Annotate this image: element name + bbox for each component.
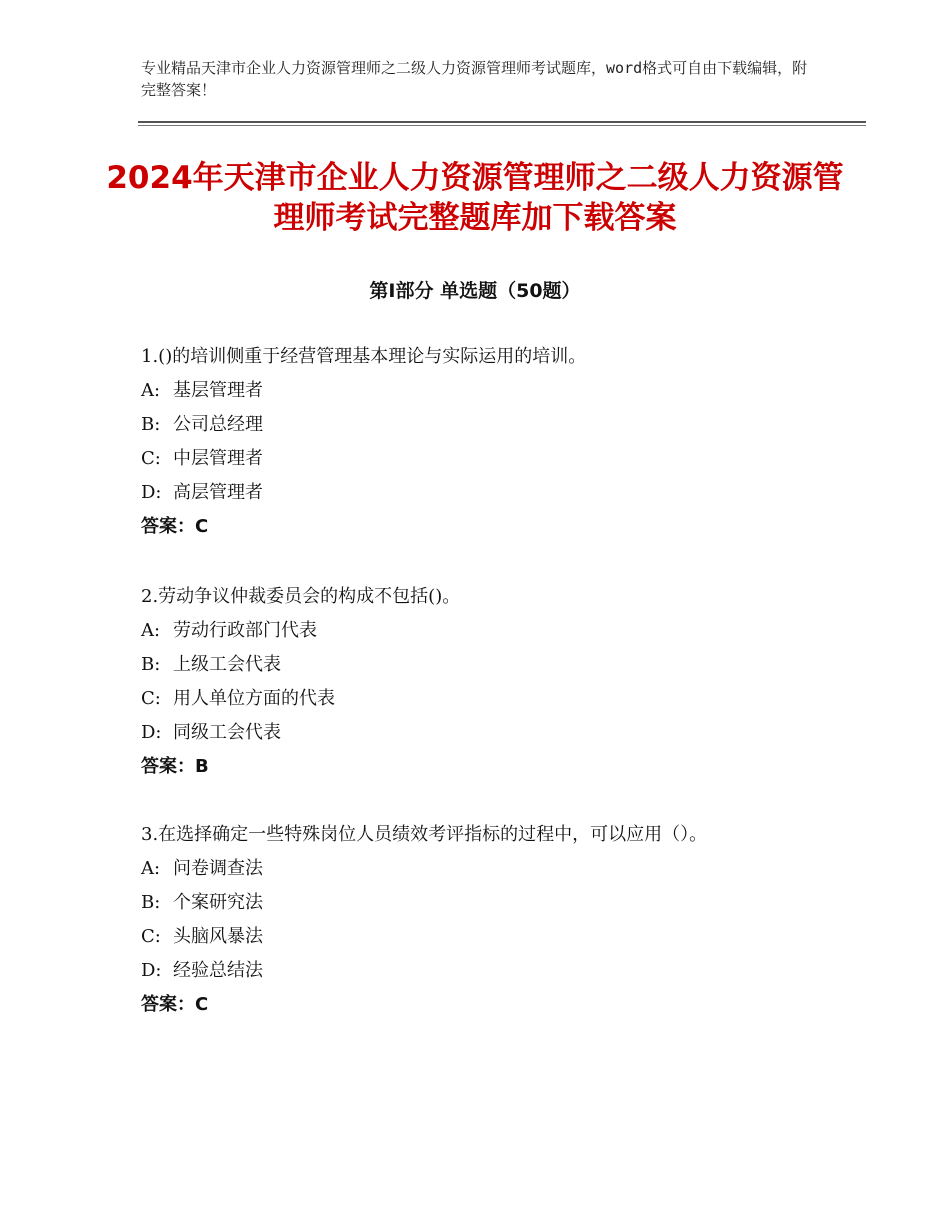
option-letter: D:	[141, 722, 162, 743]
option-letter: D:	[141, 482, 162, 503]
option-text: 劳动行政部门代表	[173, 620, 317, 641]
option-letter: B:	[141, 654, 161, 675]
question-stem: 1.()的培训侧重于经营管理基本理论与实际运用的培训。	[141, 346, 587, 367]
answer-label: 答案：C	[141, 516, 209, 537]
option-letter: B:	[141, 414, 161, 435]
question-1	[141, 340, 821, 544]
option-letter: C:	[141, 688, 161, 709]
option-letter: A:	[141, 620, 161, 641]
section-heading: 第Ⅰ部分 单选题（50题）	[369, 280, 581, 302]
header-rule-thin	[138, 125, 866, 126]
option-letter: C:	[141, 448, 161, 469]
option-b	[141, 886, 801, 920]
option-d	[141, 954, 801, 988]
answer-label: 答案：B	[141, 756, 209, 777]
option-b	[141, 648, 821, 682]
option-letter: B:	[141, 892, 161, 913]
document-title: 2024年天津市企业人力资源管理师之二级人力资源管理师考试完整题库加下载答案	[106, 160, 844, 236]
option-text: 问卷调查法	[173, 858, 263, 879]
option-letter: A:	[141, 380, 161, 401]
option-letter: A:	[141, 858, 161, 879]
option-b	[141, 408, 821, 442]
question-stem: 2.劳动争议仲裁委员会的构成不包括()。	[141, 586, 461, 607]
question-3	[141, 818, 801, 1022]
header-note: 专业精品天津市企业人力资源管理师之二级人力资源管理师考试题库，word格式可自由下载编辑，附完整答案！	[141, 59, 808, 99]
option-text: 高层管理者	[173, 482, 263, 503]
option-text: 上级工会代表	[173, 654, 281, 675]
option-c	[141, 920, 801, 954]
option-text: 基层管理者	[173, 380, 263, 401]
option-text: 用人单位方面的代表	[173, 688, 335, 709]
option-a	[141, 374, 821, 408]
option-c	[141, 442, 821, 476]
question-stem: 3.在选择确定一些特殊岗位人员绩效考评指标的过程中，可以应用（）。	[141, 824, 708, 845]
option-text: 头脑风暴法	[173, 926, 263, 947]
option-a	[141, 614, 821, 648]
option-d	[141, 476, 821, 510]
option-letter: D:	[141, 960, 162, 981]
option-text: 同级工会代表	[173, 722, 281, 743]
option-text: 个案研究法	[173, 892, 263, 913]
question-2	[141, 580, 821, 784]
option-text: 中层管理者	[173, 448, 263, 469]
option-text: 公司总经理	[173, 414, 263, 435]
option-text: 经验总结法	[173, 960, 263, 981]
header-rule-thick	[138, 121, 866, 123]
option-a	[141, 852, 801, 886]
answer-label: 答案：C	[141, 994, 209, 1015]
option-c	[141, 682, 821, 716]
option-letter: C:	[141, 926, 161, 947]
option-d	[141, 716, 821, 750]
